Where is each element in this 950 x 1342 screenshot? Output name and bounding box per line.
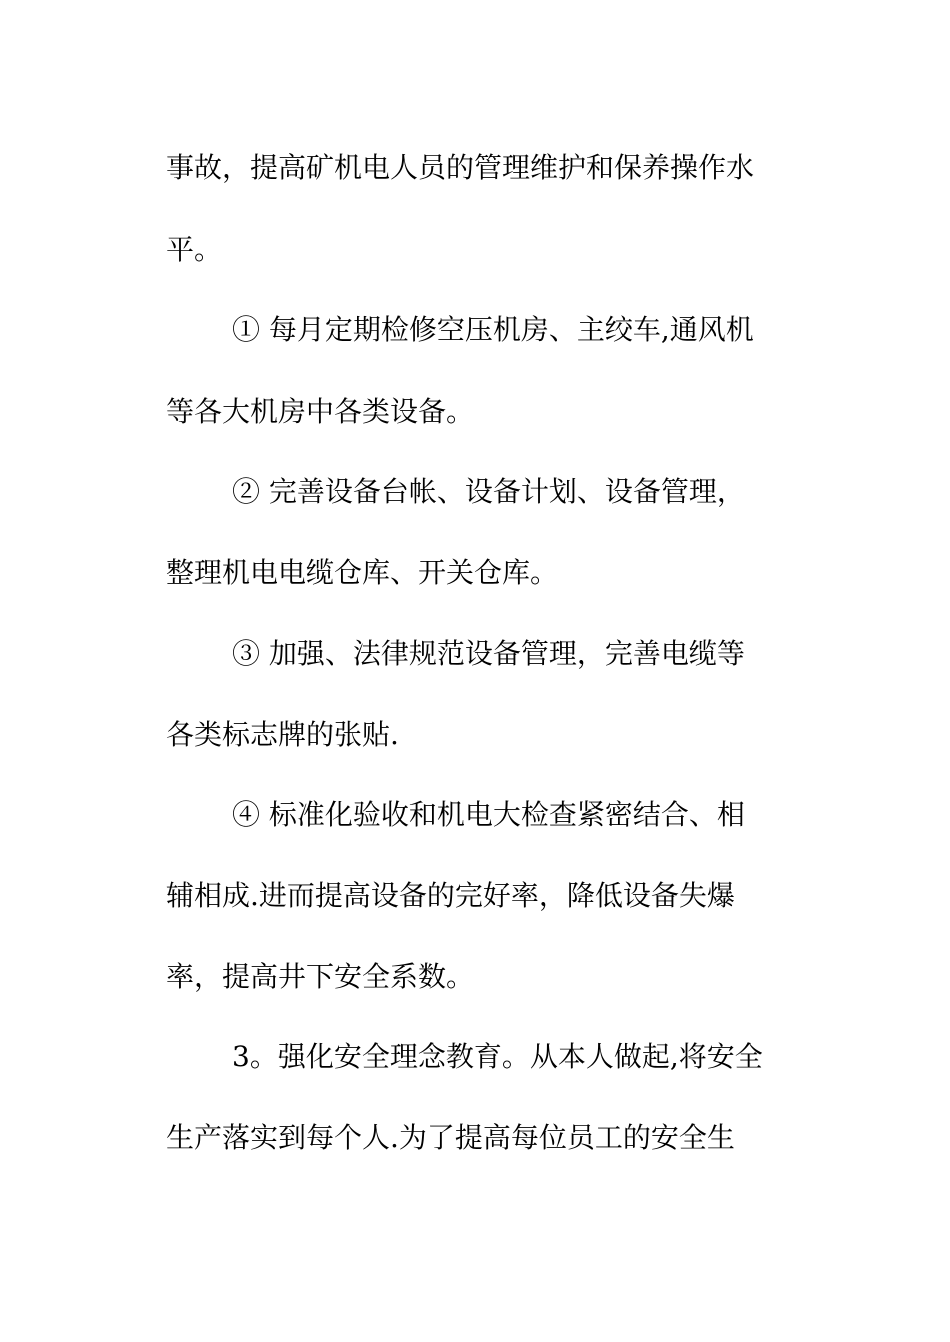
list-item-4-line-2: 辅相成.进而提高设备的完好率，降低设备失爆 — [166, 879, 735, 912]
text-line-1: 事故，提高矿机电人员的管理维护和保养操作水 — [166, 151, 755, 184]
list-item-1-line-2: 等各大机房中各类设备。 — [166, 395, 475, 428]
text-line-2: 平。 — [166, 233, 223, 266]
list-item-3-line-2: 各类标志牌的张贴. — [166, 718, 399, 751]
section-3-line-2: 生产落实到每个人.为了提高每位员工的安全生 — [166, 1121, 735, 1154]
section-3-line-1: 3。强化安全理念教育。从本人做起,将安全 — [232, 1040, 763, 1073]
list-item-4-line-3: 率，提高井下安全系数。 — [166, 960, 475, 993]
list-item-4-line-1: ④ 标准化验收和机电大检查紧密结合、相 — [232, 798, 745, 831]
list-item-3-line-1: ③ 加强、法律规范设备管理，完善电缆等 — [232, 637, 745, 670]
list-item-2-line-1: ② 完善设备台帐、设备计划、设备管理， — [232, 475, 745, 508]
list-item-1-line-1: ① 每月定期检修空压机房、主绞车,通风机 — [232, 313, 754, 346]
list-item-2-line-2: 整理机电电缆仓库、开关仓库。 — [166, 556, 559, 589]
